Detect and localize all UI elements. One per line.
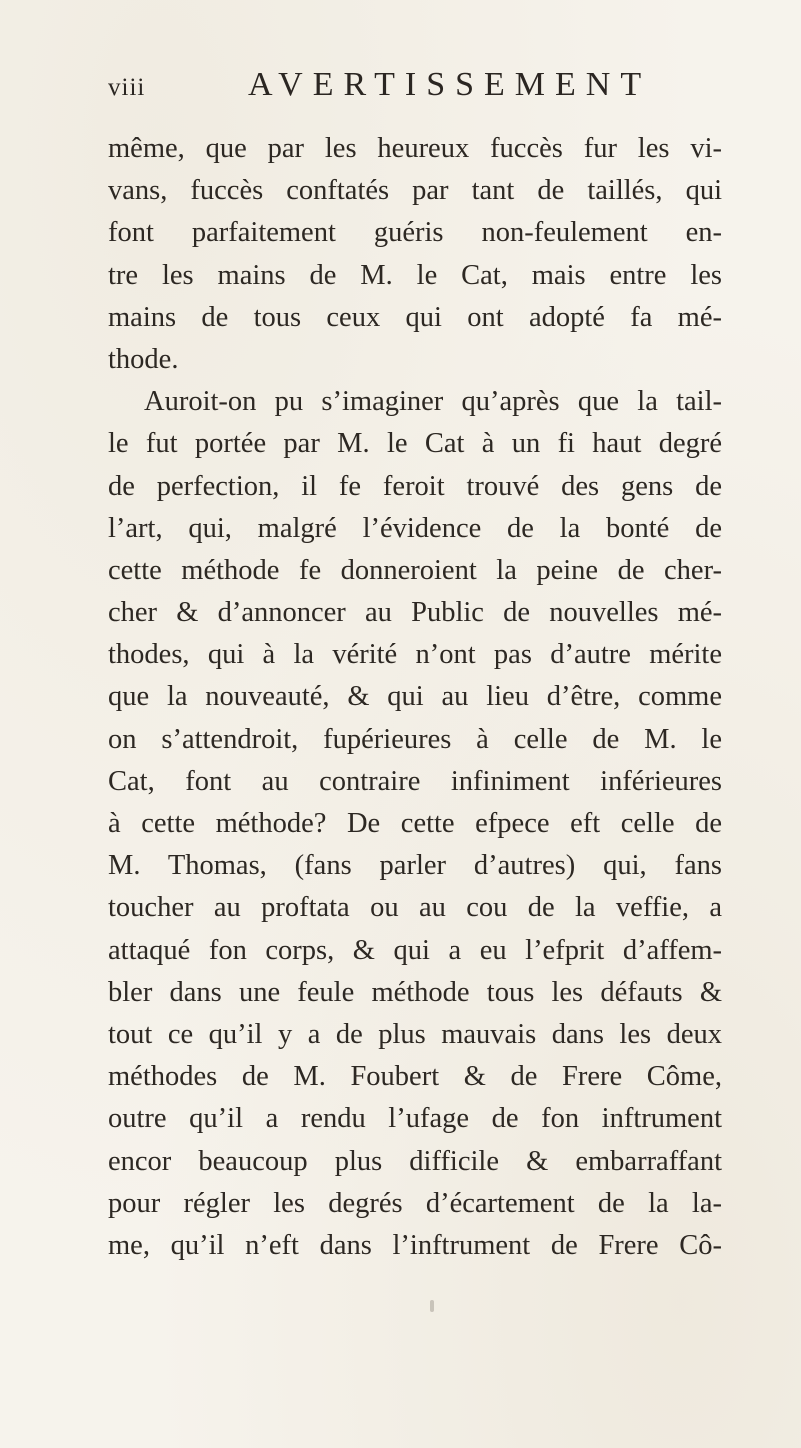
body-text <box>108 128 722 1267</box>
ink-smudge <box>430 1300 434 1312</box>
text-line: de perfection, il fe feroit trouvé des gens de <box>108 470 722 502</box>
text-line: méthodes de M. Foubert & de Frere Côme, <box>108 1061 722 1093</box>
text-line: cher & d’annoncer au Public de nouvelles mé- <box>108 597 722 629</box>
text-line: cette méthode fe donneroient la peine de cher- <box>108 554 722 586</box>
text-line: le fut portée par M. le Cat à un fi haut degré <box>108 428 722 460</box>
text-line: M. Thomas, (fans parler d’autres) qui, fans <box>108 850 722 882</box>
page-header <box>108 66 708 110</box>
text-line: à cette méthode? De cette efpece eft celle de <box>108 808 722 839</box>
text-line: encor beaucoup plus difficile & embarraffant <box>108 1145 722 1177</box>
text-line: on s’attendroit, fupérieures à celle de M. le <box>108 723 722 755</box>
text-line: même, que par les heureux fuccès fur les vi- <box>108 133 722 164</box>
text-line: pour régler les degrés d’écartement de la la- <box>108 1187 722 1219</box>
text-line: thodes, qui à la vérité n’ont pas d’autre mérite <box>108 639 722 671</box>
page-number: viii <box>108 74 146 101</box>
text-line: me, qu’il n’eft dans l’inftrument de Frere Cô- <box>108 1229 722 1261</box>
text-line: Auroit-on pu s’imaginer qu’après que la tail- <box>144 386 722 418</box>
text-line: outre qu’il a rendu l’ufage de fon inftrument <box>108 1103 722 1135</box>
running-title: AVERTISSEMENT <box>248 66 652 103</box>
text-line: thode. <box>108 343 179 375</box>
text-line: bler dans une feule méthode tous les défauts & <box>108 976 722 1008</box>
text-line: l’art, qui, malgré l’évidence de la bonté de <box>108 512 722 544</box>
text-line: toucher au proftata ou au cou de la veffie, a <box>108 892 722 924</box>
text-line: font parfaitement guéris non-feulement en- <box>108 217 722 249</box>
text-line: Cat, font au contraire infiniment inférieures <box>108 765 722 797</box>
text-line: attaqué fon corps, & qui a eu l’efprit d’affem- <box>108 934 722 966</box>
text-line: mains de tous ceux qui ont adopté fa mé- <box>108 301 722 333</box>
text-line: que la nouveauté, & qui au lieu d’être, comme <box>108 681 722 713</box>
text-line: tout ce qu’il y a de plus mauvais dans les deux <box>108 1018 722 1050</box>
text-line: vans, fuccès conftatés par tant de taillés, qui <box>108 175 722 207</box>
text-line: tre les mains de M. le Cat, mais entre les <box>108 259 722 291</box>
